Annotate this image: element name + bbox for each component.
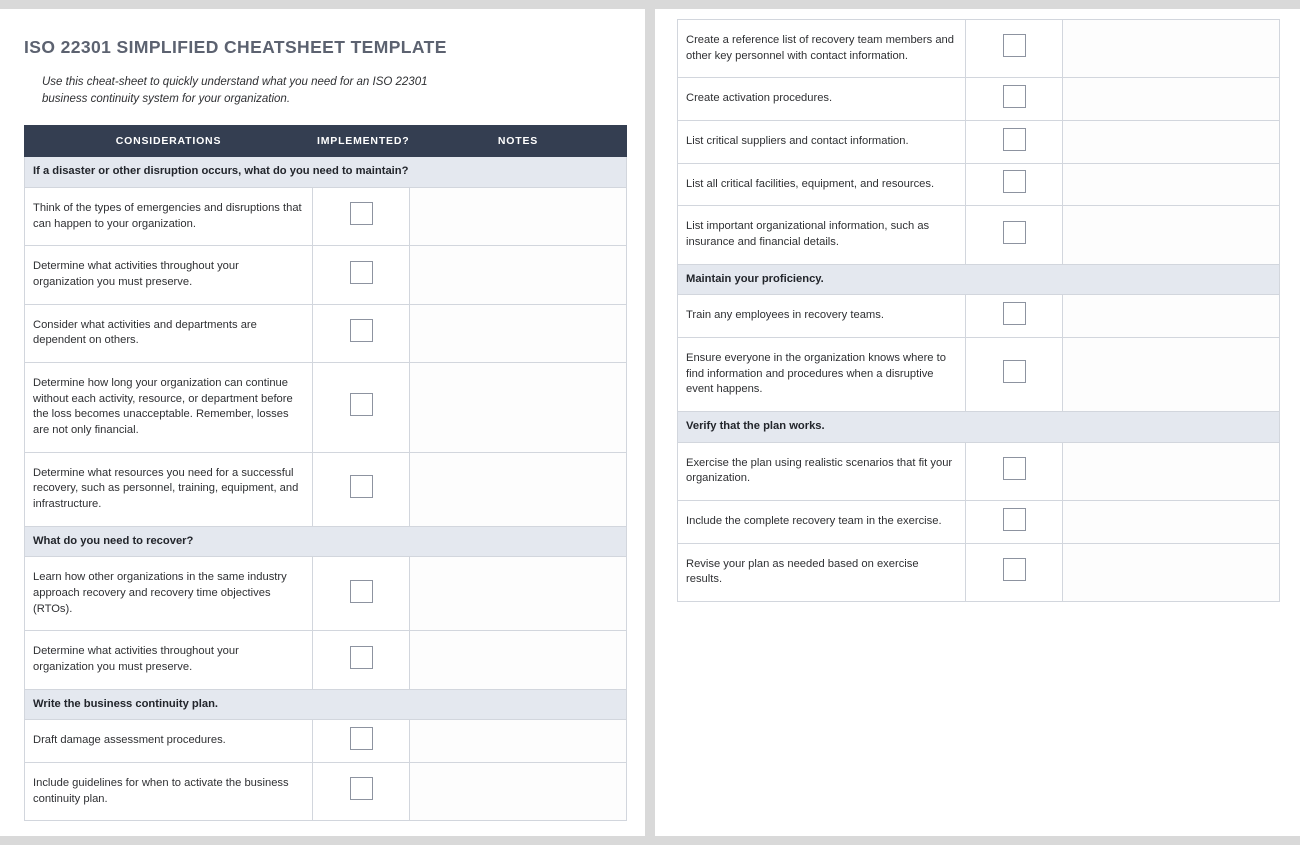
- notes-cell[interactable]: [410, 720, 627, 763]
- column-header-implemented: IMPLEMENTED?: [313, 126, 410, 157]
- checkbox[interactable]: [1003, 360, 1026, 383]
- table-row: [678, 501, 1280, 544]
- task-text: List critical suppliers and contact information.: [678, 121, 966, 164]
- table-row: [25, 188, 627, 246]
- checkbox[interactable]: [350, 475, 373, 498]
- table-row: [25, 363, 627, 453]
- task-text: Determine what activities throughout your organization you must preserve.: [25, 631, 313, 689]
- column-header-notes: NOTES: [410, 126, 627, 157]
- section-header-label: If a disaster or other disruption occurs, what do you need to maintain?: [25, 157, 627, 188]
- implemented-cell[interactable]: [313, 246, 410, 304]
- implemented-cell[interactable]: [966, 442, 1063, 500]
- page-title: ISO 22301 SIMPLIFIED CHEATSHEET TEMPLATE: [24, 37, 447, 57]
- implemented-cell[interactable]: [966, 163, 1063, 206]
- task-text: Think of the types of emergencies and disruptions that can happen to your organization.: [25, 188, 313, 246]
- table-body-left: [25, 157, 627, 821]
- notes-cell[interactable]: [410, 363, 627, 453]
- checkbox[interactable]: [350, 202, 373, 225]
- section-header-row: [678, 412, 1280, 443]
- table-row: [678, 121, 1280, 164]
- task-text: List all critical facilities, equipment, and resources.: [678, 163, 966, 206]
- task-text: List important organizational information, such as insurance and financial details.: [678, 206, 966, 264]
- checkbox[interactable]: [1003, 170, 1026, 193]
- implemented-cell[interactable]: [966, 20, 1063, 78]
- notes-cell[interactable]: [410, 557, 627, 631]
- task-text: Consider what activities and departments are dependent on others.: [25, 304, 313, 362]
- implemented-cell[interactable]: [313, 304, 410, 362]
- task-text: Revise your plan as needed based on exercise results.: [678, 543, 966, 601]
- checkbox[interactable]: [350, 319, 373, 342]
- implemented-cell[interactable]: [966, 501, 1063, 544]
- page-right: [655, 9, 1300, 836]
- task-text: Include the complete recovery team in the exercise.: [678, 501, 966, 544]
- table-row: [678, 442, 1280, 500]
- implemented-cell[interactable]: [966, 543, 1063, 601]
- implemented-cell[interactable]: [966, 338, 1063, 412]
- implemented-cell[interactable]: [966, 295, 1063, 338]
- section-header-label: What do you need to recover?: [25, 526, 627, 557]
- task-text: Determine what resources you need for a successful recovery, such as personnel, training, equipment, and infrastructure.: [25, 452, 313, 526]
- implemented-cell[interactable]: [313, 363, 410, 453]
- table-row: [25, 304, 627, 362]
- notes-cell[interactable]: [1063, 543, 1280, 601]
- notes-cell[interactable]: [1063, 501, 1280, 544]
- implemented-cell[interactable]: [313, 452, 410, 526]
- table-row: [678, 206, 1280, 264]
- notes-cell[interactable]: [410, 631, 627, 689]
- notes-cell[interactable]: [1063, 338, 1280, 412]
- notes-cell[interactable]: [1063, 78, 1280, 121]
- section-header-row: [25, 689, 627, 720]
- checkbox[interactable]: [1003, 128, 1026, 151]
- table-row: [678, 163, 1280, 206]
- task-text: Create a reference list of recovery team members and other key personnel with contact information.: [678, 20, 966, 78]
- checkbox[interactable]: [350, 646, 373, 669]
- table-row: [678, 295, 1280, 338]
- checkbox[interactable]: [1003, 508, 1026, 531]
- implemented-cell[interactable]: [313, 720, 410, 763]
- page-subtitle: Use this cheat-sheet to quickly understand what you need for an ISO 22301 business continuity system for your organization.: [42, 76, 428, 105]
- notes-cell[interactable]: [1063, 295, 1280, 338]
- checkbox[interactable]: [350, 580, 373, 603]
- checkbox[interactable]: [1003, 457, 1026, 480]
- implemented-cell[interactable]: [313, 557, 410, 631]
- implemented-cell[interactable]: [313, 763, 410, 821]
- checkbox[interactable]: [1003, 302, 1026, 325]
- section-header-row: [25, 157, 627, 188]
- checkbox[interactable]: [1003, 558, 1026, 581]
- task-text: Draft damage assessment procedures.: [25, 720, 313, 763]
- table-row: [25, 557, 627, 631]
- notes-cell[interactable]: [410, 452, 627, 526]
- task-text: Learn how other organizations in the same industry approach recovery and recovery time objectives (RTOs).: [25, 557, 313, 631]
- section-header-label: Write the business continuity plan.: [25, 689, 627, 720]
- implemented-cell[interactable]: [966, 121, 1063, 164]
- task-text: Include guidelines for when to activate the business continuity plan.: [25, 763, 313, 821]
- section-header-row: [25, 526, 627, 557]
- task-text: Train any employees in recovery teams.: [678, 295, 966, 338]
- notes-cell[interactable]: [1063, 163, 1280, 206]
- table-row: [25, 246, 627, 304]
- notes-cell[interactable]: [1063, 442, 1280, 500]
- table-header-row: [25, 126, 627, 157]
- task-text: Determine what activities throughout your organization you must preserve.: [25, 246, 313, 304]
- implemented-cell[interactable]: [966, 206, 1063, 264]
- section-header-row: [678, 264, 1280, 295]
- checkbox[interactable]: [1003, 85, 1026, 108]
- implemented-cell[interactable]: [313, 631, 410, 689]
- notes-cell[interactable]: [1063, 20, 1280, 78]
- task-text: Create activation procedures.: [678, 78, 966, 121]
- notes-cell[interactable]: [410, 188, 627, 246]
- checkbox[interactable]: [350, 393, 373, 416]
- table-row: [25, 720, 627, 763]
- table-row: [678, 543, 1280, 601]
- notes-cell[interactable]: [410, 246, 627, 304]
- notes-cell[interactable]: [410, 304, 627, 362]
- table-row: [678, 20, 1280, 78]
- task-text: Determine how long your organization can continue without each activity, resource, or department before the loss becomes unacceptable. Remember, losses are not only financial.: [25, 363, 313, 453]
- table-row: [25, 452, 627, 526]
- task-text: Exercise the plan using realistic scenarios that fit your organization.: [678, 442, 966, 500]
- table-row: [678, 338, 1280, 412]
- task-text: Ensure everyone in the organization knows where to find information and procedures when a disruptive event happens.: [678, 338, 966, 412]
- checkbox[interactable]: [350, 261, 373, 284]
- cheatsheet-table-left: [24, 125, 627, 821]
- table-row: [25, 763, 627, 821]
- cheatsheet-table-right: [677, 19, 1280, 602]
- table-body-right: [678, 20, 1280, 602]
- implemented-cell[interactable]: [966, 78, 1063, 121]
- table-row: [25, 631, 627, 689]
- implemented-cell[interactable]: [313, 188, 410, 246]
- page-gutter: [645, 0, 655, 845]
- notes-cell[interactable]: [1063, 206, 1280, 264]
- notes-cell[interactable]: [410, 763, 627, 821]
- checkbox[interactable]: [1003, 34, 1026, 57]
- page-left: [0, 9, 645, 836]
- notes-cell[interactable]: [1063, 121, 1280, 164]
- checkbox[interactable]: [350, 777, 373, 800]
- table-row: [678, 78, 1280, 121]
- section-header-label: Verify that the plan works.: [678, 412, 1280, 443]
- column-header-considerations: CONSIDERATIONS: [25, 126, 313, 157]
- checkbox[interactable]: [350, 727, 373, 750]
- checkbox[interactable]: [1003, 221, 1026, 244]
- section-header-label: Maintain your proficiency.: [678, 264, 1280, 295]
